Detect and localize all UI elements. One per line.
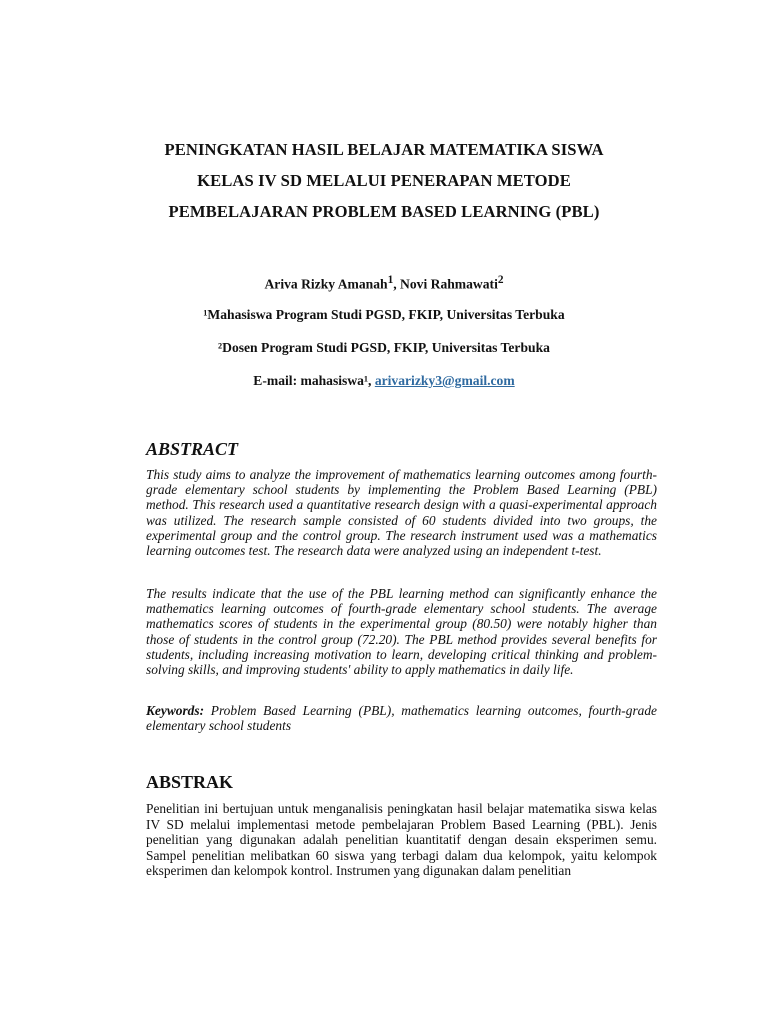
author-sup-1: 1 (387, 274, 394, 286)
abstract-paragraph-1: This study aims to analyze the improvement of mathematics learning outcomes among fourth-grade elementary school students by implementing the Problem Based Learning (PBL) method. This research used a quantitative research design with a quasi-experimental approach was utilized. The research sample consisted of 60 students divided into two groups, the experimental group and the control group. The research instrument used was a mathematics learning outcomes test. The research data were analyzed using an independent t-test. (146, 467, 657, 559)
author-sup-2: 2 (497, 274, 504, 286)
abstract-paragraph-2: The results indicate that the use of the PBL learning method can significantly enhance the mathematics learning outcomes of fourth-grade elementary school students. The average mathematics scores of students in the experimental group (80.50) were notably higher than those of students in the control group (72.20). The PBL method provides several benefits for students, including increasing motivation to learn, developing critical thinking and problem-solving skills, and improving students' ability to apply mathematics in daily life. (146, 586, 657, 678)
keywords-text: Problem Based Learning (PBL), mathematics learning outcomes, fourth-grade elementary school students (146, 703, 657, 734)
abstrak-heading: ABSTRAK (146, 772, 234, 792)
title-line-2: KELAS IV SD MELALUI PENERAPAN METODE (197, 171, 571, 190)
affiliation-1: ¹Mahasiswa Program Studi PGSD, FKIP, Universitas Terbuka (203, 307, 565, 322)
title-line-3: PEMBELAJARAN PROBLEM BASED LEARNING (PBL) (168, 202, 600, 221)
author-name-1: Ariva Rizky Amanah (264, 276, 388, 292)
email-prefix: E-mail: mahasiswa¹, (253, 373, 375, 388)
author-list (110, 271, 658, 294)
keywords-paragraph (146, 703, 657, 733)
author-separator: , (393, 276, 401, 292)
abstract-heading: ABSTRACT (146, 439, 239, 459)
paper-title (110, 134, 658, 227)
abstrak-paragraph: Penelitian ini bertujuan untuk menganalisis peningkatan hasil belajar matematika siswa kelas IV SD melalui implementasi metode pembelajaran Problem Based Learning (PBL). Jenis penelitian yang digunakan adalah penelitian kuantitatif dengan desain eksperimen semu. Sampel penelitian melibatkan 60 siswa yang terbagi dalam dua kelompok, yaitu kelompok eksperimen dan kelompok kontrol. Instrumen yang digunakan dalam penelitian (146, 801, 657, 879)
keywords-label: Keywords: (146, 703, 205, 718)
title-line-1: PENINGKATAN HASIL BELAJAR MATEMATIKA SISWA (164, 140, 604, 159)
affiliation-2: ²Dosen Program Studi PGSD, FKIP, Universitas Terbuka (218, 340, 550, 355)
author-name-2: Novi Rahmawati (400, 276, 498, 292)
email-link[interactable]: arivarizky3@gmail.com (374, 373, 515, 388)
email-line (110, 372, 658, 390)
